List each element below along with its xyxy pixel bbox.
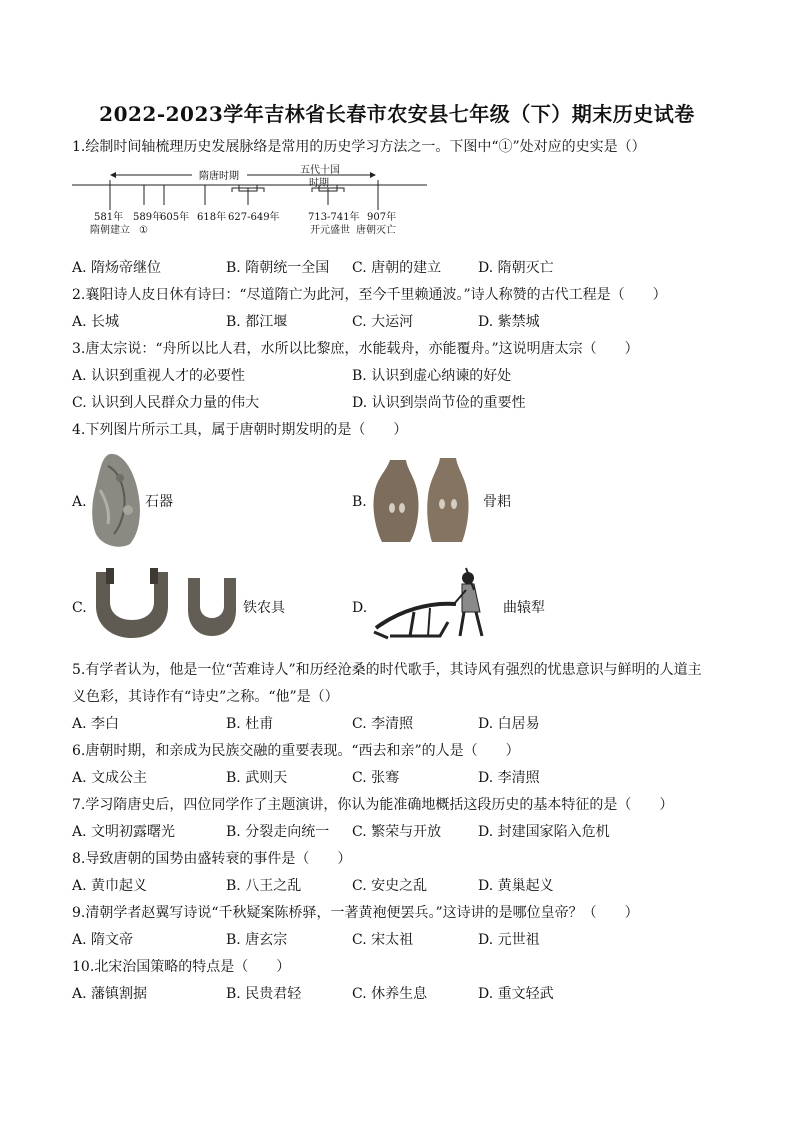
timeline-tick-year: 618年 [197, 212, 227, 223]
option-b[interactable]: B. [352, 494, 367, 510]
option-c[interactable]: C. 认识到人民群众力量的伟大 [72, 395, 260, 411]
timeline-tick-year: 907年 [367, 212, 397, 223]
option-c[interactable]: C. 宋太祖 [352, 932, 414, 948]
option-a[interactable]: A. 长城 [72, 314, 120, 330]
option-b[interactable]: B. 八王之乱 [226, 878, 302, 894]
option-a[interactable]: A. 黄巾起义 [72, 878, 148, 894]
timeline-tick-year: 627-649年 [228, 212, 280, 223]
timeline-tick-year: 589年 [133, 212, 163, 223]
option-b[interactable]: B. 认识到虚心纳谏的好处 [352, 368, 512, 384]
question-2: 2.襄阳诗人皮日休有诗曰：“尽道隋亡为此河，至今千里赖通波。”诗人称赞的古代工程是（ ） [72, 287, 667, 303]
caption-bone-spade: 骨耜 [483, 494, 511, 510]
timeline-end-label-2: 时期 [309, 178, 329, 189]
caption-stone-tool: 石器 [145, 494, 173, 510]
option-c[interactable]: C. 李清照 [352, 716, 414, 732]
question-1: 1.绘制时间轴梳理历史发展脉络是常用的历史学习方法之一。下图中“①”处对应的史实是（） [72, 139, 646, 155]
option-d[interactable]: D. 紫禁城 [478, 314, 540, 330]
caption-curved-plough: 曲辕犁 [503, 600, 545, 616]
option-c[interactable]: C. 安史之乱 [352, 878, 428, 894]
option-a[interactable]: A. 隋炀帝继位 [72, 260, 162, 276]
question-9: 9.清朝学者赵翼写诗说“千秋疑案陈桥驿，一著黄袍便罢兵。”这诗讲的是哪位皇帝？（ ） [72, 905, 639, 921]
option-b[interactable]: B. 唐玄宗 [226, 932, 288, 948]
question-8: 8.导致唐朝的国势由盛转衰的事件是（ ） [72, 851, 352, 867]
option-b[interactable]: B. 民贵君轻 [226, 986, 302, 1002]
bone-spade-image [370, 456, 480, 546]
option-a[interactable]: A. 文明初露曙光 [72, 824, 176, 840]
question-4: 4.下列图片所示工具，属于唐朝时期发明的是（ ） [72, 422, 408, 438]
option-c[interactable]: C. 张骞 [352, 770, 400, 786]
question-10: 10.北宋治国策略的特点是（ ） [72, 959, 291, 975]
stone-tool-image [88, 450, 144, 550]
option-c[interactable]: C. 唐朝的建立 [352, 260, 442, 276]
option-b[interactable]: B. 杜甫 [226, 716, 274, 732]
option-d[interactable]: D. 封建国家陷入危机 [478, 824, 610, 840]
timeline-tick-note: 开元盛世 [310, 225, 350, 236]
option-a[interactable]: A. 文成公主 [72, 770, 148, 786]
curved-plough-image [370, 566, 500, 646]
option-b[interactable]: B. 武则天 [226, 770, 288, 786]
option-d[interactable]: D. [352, 600, 368, 616]
caption-iron-tool: 铁农具 [243, 600, 285, 616]
option-a[interactable]: A. 藩镇割据 [72, 986, 148, 1002]
option-a[interactable]: A. 李白 [72, 716, 120, 732]
timeline-tick-note: 隋朝建立 [90, 225, 130, 236]
timeline-tick-year: 581年 [94, 212, 124, 223]
option-c[interactable]: C. 休养生息 [352, 986, 428, 1002]
option-b[interactable]: B. 分裂走向统一 [226, 824, 330, 840]
option-c[interactable]: C. 繁荣与开放 [352, 824, 442, 840]
timeline-end-label-1: 五代十国 [300, 165, 340, 176]
option-d[interactable]: D. 黄巢起义 [478, 878, 554, 894]
question-5-line-2: 义色彩，其诗作有“诗史”之称。“他”是（） [72, 689, 339, 705]
option-a[interactable]: A. 隋文帝 [72, 932, 134, 948]
question-3: 3.唐太宗说：“舟所以比人君，水所以比黎庶，水能载舟，亦能覆舟。”这说明唐太宗（ ） [72, 341, 639, 357]
iron-tool-image [92, 568, 242, 640]
option-b[interactable]: B. 隋朝统一全国 [226, 260, 330, 276]
option-d[interactable]: D. 李清照 [478, 770, 540, 786]
question-6: 6.唐朝时期，和亲成为民族交融的重要表现。“西去和亲”的人是（ ） [72, 743, 520, 759]
option-d[interactable]: D. 重文轻武 [478, 986, 554, 1002]
timeline-tick-note: 唐朝灭亡 [356, 225, 396, 236]
page-title: 2022-2023学年吉林省长春市农安县七年级（下）期末历史试卷 [99, 102, 695, 126]
option-d[interactable]: D. 隋朝灭亡 [478, 260, 554, 276]
option-b[interactable]: B. 都江堰 [226, 314, 288, 330]
question-5: 5.有学者认为，他是一位“苦难诗人”和历经沧桑的时代歌手，其诗风有强烈的忧患意识与鲜明的人道主 [72, 662, 702, 678]
option-a[interactable]: A. 认识到重视人才的必要性 [72, 368, 246, 384]
option-d[interactable]: D. 元世祖 [478, 932, 540, 948]
option-d[interactable]: D. 白居易 [478, 716, 540, 732]
timeline-tick-year: 605年 [160, 212, 190, 223]
option-a[interactable]: A. [72, 494, 87, 510]
timeline-period-label: 隋唐时期 [199, 171, 239, 182]
timeline-tick-note: ① [139, 225, 148, 236]
question-7: 7.学习隋唐史后，四位同学作了主题演讲，你认为能准确地概括这段历史的基本特征的是（ ） [72, 797, 674, 813]
option-d[interactable]: D. 认识到崇尚节俭的重要性 [352, 395, 526, 411]
timeline-tick-year: 713-741年 [308, 212, 360, 223]
option-c[interactable]: C. 大运河 [352, 314, 414, 330]
option-c[interactable]: C. [72, 600, 87, 616]
